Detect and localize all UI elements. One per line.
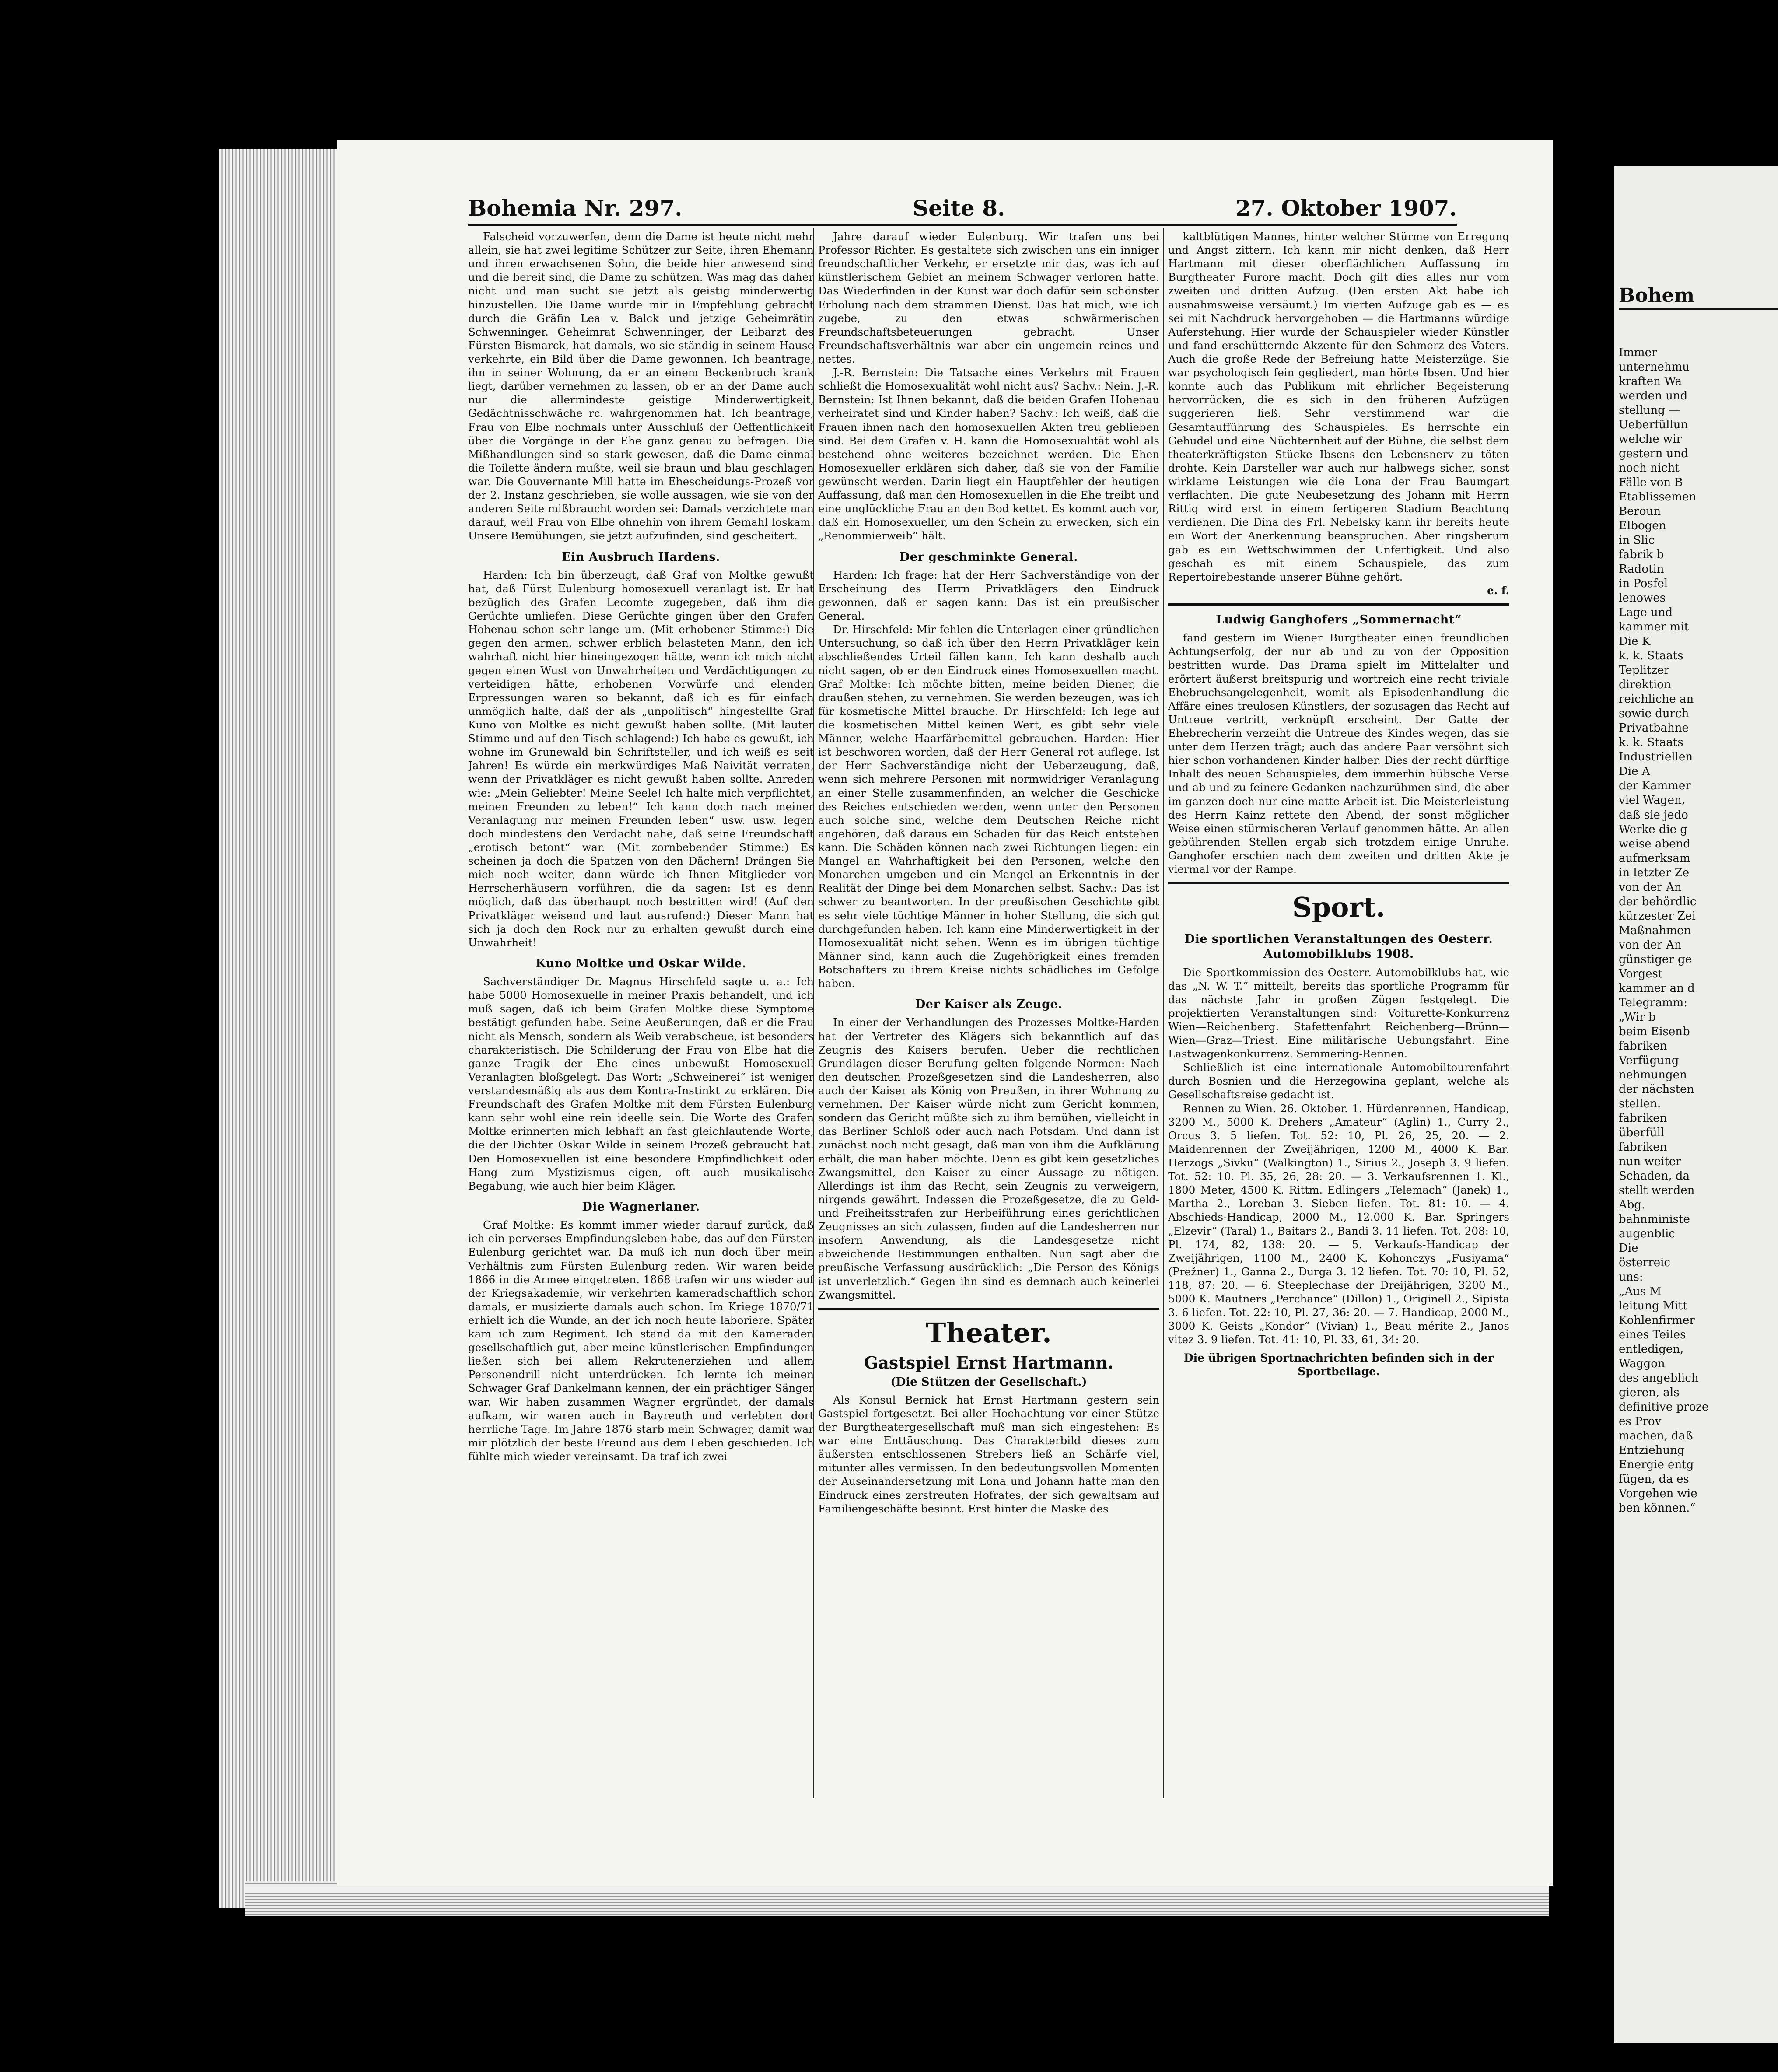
adjacent-line: Vorgest — [1619, 967, 1663, 980]
article-text: Harden: Ich bin überzeugt, daß Graf von Moltke gewußt hat, daß Fürst Eulenburg homosexuell veranlagt ist. Er hat bezüglich des Grafen Lecomte zugegeben, daß ihm die Gerüchte umliefen. Diese Gerüchte gingen über den Grafen Hohenau schon sehr lange um. (Mit erhobener Stimme:) Die gegen den armen, schwer erblich belasteten Mann, den ich wahrhaft nicht hier hineingezogen hätte, wenn ich mich nicht gegen einen Wust von Unwahrheiten und Verdächtigungen zu verteidigen hätte, erhobenen Vorwürfe und elenden Erpressungen waren so bekannt, daß ich es für einfach unmöglich halte, daß der als „unpolitisch“ hingestellte Graf Kuno von Moltke es nicht gewußt haben sollte. (Mit lauter Stimme und auf den Tisch schlagend:) Ich habe es gewußt, ich wohne im Grunewald bin Schriftsteller, und ich weiß es seit Jahren! Es würde ein merkwürdiges Maß Naivität verraten, wenn der Privatkläger es nicht gewußt haben sollte. Anreden wie: „Mein Geliebter! Meine Seele! Ich halte mich verpflichtet, meinen Freunden zu leben!“ Ich kann doch nach meiner Veranlagung nur meinen Freunden leben“ usw. usw. legen doch mindestens den Verdacht nahe, daß seine Freundschaft „erotisch betont“ war. (Mit zornbebender Stimme:) Es scheinen ja doch die Spatzen von den Dächern! Drängen Sie mich noch weiter, dann würde ich Ihnen Mitglieder von Herrscherhäusern vorführen, die da sagen: Ist es denn möglich, daß das überhaupt noch bestritten wird! (Auf den Privatkläger weisend und laut ausrufend:) Dieser Mann hat sich ja doch den Rock nur zu erhalten gewußt durch eine Unwahrheit! — [468, 568, 814, 949]
article-text: fand gestern im Wiener Burgtheater einen freundlichen Achtungserfolg, der nur ab und zu von der Opposition bestritten wurde. Das Drama spielt im Mittelalter und erörtert äußerst breitspurig und wortreich eine recht triviale Ehebruchsangelegenheit, womit als Episodenhandlung die Affäre eines treulosen Künstlers, der sozusagen das Recht auf Untreue vertritt, verknüpft erscheint. Der Gatte der Ehebrecherin verzeiht die Untreue des Kindes wegen, das sie unter dem Herzen trägt; auch das andere Paar versöhnt sich hier schon vorhandenen Kinder halber. Dies der recht dürftige Inhalt des neuen Schauspieles, dem immerhin hübsche Verse und ab und zu feinere Gedanken nachzurühmen sind, die aber im ganzen doch nur eine matte Arbeit ist. Die Meisterleistung des Herrn Kainz rettete den Abend, der sonst möglicher Weise einen stürmischeren Verlauf genommen hätte. An allen gebührenden Stellen ergab sich trotzdem einige Unruhe. Ganghofer erschien nach dem zweiten und dritten Akte je viermal vor der Rampe. — [1168, 631, 1509, 876]
adjacent-line: österreic — [1619, 1256, 1670, 1269]
adjacent-line: uns: — [1619, 1270, 1643, 1284]
adjacent-line: von der An — [1619, 938, 1682, 952]
column-3 — [1168, 230, 1509, 1800]
adjacent-line: der Kammer — [1619, 779, 1691, 793]
column-2 — [818, 230, 1159, 1800]
rubric-sport: Sport. — [1292, 891, 1386, 924]
adjacent-line: weise abend — [1619, 837, 1690, 850]
adjacent-line: stellt werden — [1619, 1183, 1695, 1197]
race-results: Rennen zu Wien. 26. Oktober. 1. Hürdenrennen, Handicap, 3200 M., 5000 K. Drehers „Amateur“ (Aglin) 1., Curry 2., Orcus 3. 5 liefen. Tot. 52: 10, Pl. 26, 25, 20. — 2. Maidenrennen der Zweijährigen, 1200 M., 4000 K. Bar. Herzogs „Sivku“ (Walkington) 1., Sirius 2., Joseph 3. 9 liefen. Tot. 52: 10. Pl. 35, 26, 28: 20. — 3. Verkaufsrennen 1. Kl., 1800 Meter, 4500 K. Rittm. Edlingers „Telemach“ (Janek) 1., Martha 2., Loreban 3. Sieben liefen. Tot. 81: 10. — 4. Abschieds-Handicap, 2000 M., 12.000 K. Bar. Springers „Elzevir“ (Taral) 1., Baitars 2., Bandi 3. 11 liefen. Tot. 208: 10, Pl. 174, 82, 138: 20. — 5. Verkaufs-Handicap der Zweijährigen, 1100 M., 2400 K. Kohonczys „Fusiyama“ (Prežner) 1., Ganna 2., Durga 3. 12 liefen. Tot. 70: 10, Pl. 52, 118, 87: 20. — 6. Steeplechase der Dreijährigen, 3200 M., 5000 K. Mautners „Perchance“ (Dillon) 1., Originell 2., Sipista 3. 6 liefen. Tot. 22: 10, Pl. 27, 36: 20. — 7. Handicap, 2000 M., 3000 K. Geists „Kondor“ (Vivian) 1., Beau mérite 2., Janos vitez 3. 9 liefen. Tot. 41: 10, Pl. 33, 61, 34: 20. — [1168, 1102, 1509, 1346]
adjacent-line: noch nicht — [1619, 462, 1680, 475]
adjacent-line: Abg. — [1619, 1198, 1645, 1211]
adjacent-text — [1619, 346, 1778, 2026]
section-rule — [818, 1308, 1159, 1310]
adjacent-line: günstiger ge — [1619, 952, 1692, 966]
article-subtitle: (Die Stützen der Gesellschaft.) — [890, 1375, 1087, 1389]
adjacent-line: Waggon — [1619, 1357, 1665, 1371]
adjacent-line: nun weiter — [1619, 1155, 1681, 1168]
adjacent-line: kammer mit — [1619, 620, 1689, 634]
adjacent-line: Schaden, da — [1619, 1169, 1690, 1183]
adjacent-line: gestern und — [1619, 447, 1688, 461]
adjacent-line: nehmungen — [1619, 1068, 1687, 1082]
adjacent-line: k. k. Staats — [1619, 649, 1684, 663]
adjacent-line: fabriken — [1619, 1039, 1667, 1053]
section-heading: Die Wagnerianer. — [582, 1200, 700, 1214]
section-rule — [1168, 882, 1509, 884]
adjacent-line: Maßnahmen — [1619, 924, 1691, 937]
adjacent-line: Die K — [1619, 635, 1651, 648]
adjacent-line: überfüll — [1619, 1126, 1665, 1139]
adjacent-line: Werke die g — [1619, 822, 1688, 836]
adjacent-line: werden und — [1619, 389, 1688, 403]
adjacent-line: in Slic — [1619, 534, 1655, 547]
adjacent-line: gieren, als — [1619, 1386, 1680, 1400]
article-text: Harden: Ich frage: hat der Herr Sachverständige von der Erscheinung des Herrn Privatklägers den Eindruck gewonnen, daß er sagen kann: Das ist ein preußischer General. — [818, 568, 1159, 623]
adjacent-line: direktion — [1619, 678, 1671, 692]
article-text: Falscheid vorzuwerfen, denn die Dame ist heute nicht mehr allein, sie hat zwei legitime Schützer zur Seite, ihren Ehemann und ihren erwachsenen Sohn, die beide hier anwesend sind und die bereit sind, die Dame zu schützen. Was mag das daher nicht und man sucht sie jetzt als geistig minderwertig hinzustellen. Die Dame wurde mir in Empfehlung gebracht durch die Gräfin Lea v. Balck und jetzige Geheimrätin Schwenninger. Geheimrat Schwenninger, der Leibarzt des Fürsten Bismarck, hat damals, wo sie ständig in seinem Hause verkehrte, ein Bild über die Dame gewonnen. Ich beantrage, ihn in seiner Wohnung, da er an einem Beckenbruch krank liegt, darüber vernehmen zu lassen, ob er an der Dame auch nur die allermindeste geistige Minderwertigkeit, Gedächtnisschwäche rc. wahrgenommen hat. Ich beantrage, Frau von Elbe nochmals unter Ausschluß der Oeffentlichkeit über die Vorgänge in der Ehe ganz genau zu befragen. Die Mißhandlungen sind so stark gewesen, daß die Dame einmal die Toilette ändern mußte, weil sie braun und blau geschlagen war. Die Gouvernante Mill hatte im Ehescheidungs-Prozeß vor der 2. Instanz geschrieben, sie wolle aussagen, wie sie von der anderen Seite mißbraucht worden sei: Damals verzichtete man darauf, weil Frau von Elbe ohnehin von ihrem Gemahl loskam. Unsere Bemühungen, sie jetzt aufzufinden, sind gescheitert. — [468, 230, 814, 542]
adjacent-line: es Prov — [1619, 1415, 1662, 1428]
adjacent-line: lenowes — [1619, 592, 1666, 605]
article-text: J.-R. Bernstein: Die Tatsache eines Verkehrs mit Frauen schließt die Homosexualität wohl nicht aus? Sachv.: Nein. J.-R. Bernstein: Ist Ihnen bekannt, daß die beiden Grafen Hohenau verheiratet sind und Kinder haben? Sachv.: Ich weiß, daß die Frauen ihnen nach den homosexuellen Akten treu geblieben sind. Bei dem Grafen v. H. kann die Homosexualität wohl als bestehend ohne weiteres bezeichnet werden. Die Ehen Homosexueller erklären sich daher, daß sie von der Familie gewünscht werden. Darin liegt ein Hauptfehler der heutigen Auffassung, daß man den Homosexuellen in die Ehe treibt und eine unglückliche Frau an den Bod kettet. Es kommt auch vor, daß ein Homosexueller, um den Schein zu erwecken, sich ein „Renommierweib“ hält. — [818, 366, 1159, 542]
adjacent-line: Die A — [1619, 765, 1650, 778]
adjacent-line: daß sie jedo — [1619, 808, 1688, 822]
article-text: Jahre darauf wieder Eulenburg. Wir trafen uns bei Professor Richter. Es gestaltete sich zwischen uns ein inniger freundschaftlicher Verkehr, er ersetzte mir das, was ich auf künstlerischem Gebiet an meinem Schwager verloren hatte. Das Wiederfinden in der Kunst war doch dafür sein schönster Erholung nach dem strammen Dienst. Das hat mich, wie ich zugebe, zu den etwas schwärmerischen Freundschaftsbeteuerungen gebracht. Unser Freundschaftsverhältnis war aber ein ungemein reines und nettes. — [818, 230, 1159, 365]
adjacent-line: kürzester Zei — [1619, 909, 1696, 923]
adjacent-line: Beroun — [1619, 505, 1661, 518]
section-rule — [1168, 603, 1509, 606]
adjacent-line: beim Eisenb — [1619, 1025, 1690, 1038]
adjacent-line: ben können.“ — [1619, 1502, 1696, 1515]
adjacent-line: definitive proze — [1619, 1400, 1709, 1414]
section-heading: Ein Ausbruch Hardens. — [562, 550, 720, 564]
adjacent-line: Vorgehen wie — [1619, 1487, 1698, 1501]
page-number: Seite 8. — [912, 195, 1005, 221]
adjacent-line: Industriellen — [1619, 750, 1693, 764]
article-text: Als Konsul Bernick hat Ernst Hartmann gestern sein Gastspiel fortgesetzt. Bei aller Hochachtung vor einer Stütze der Burgtheatergesellschaft muß man sich eingestehen: Es war eine Enttäuschung. Das Charakterbild dieses zum äußersten entschlossenen Strebers ließ an Schärfe viel, mitunter alles vermissen. In den bedeutungsvollen Momenten der Auseinandersetzung mit Lona und Johann hatte man den Eindruck eines zerstreuten Hofrates, der sich gewaltsam auf Familiengeschäfte besinnt. Erst hinter die Maske des — [818, 1393, 1159, 1515]
adjacent-line: Immer — [1619, 346, 1657, 359]
adjacent-line: kraften Wa — [1619, 375, 1682, 388]
adjacent-line: in Posfel — [1619, 577, 1668, 591]
book-bottom-edge — [245, 1881, 1549, 1916]
adjacent-line: eines Teiles — [1619, 1328, 1686, 1342]
adjacent-line: augenblic — [1619, 1227, 1675, 1240]
adjacent-line: Fälle von B — [1619, 476, 1683, 490]
article-text: Dr. Hirschfeld: Mir fehlen die Unterlagen einer gründlichen Untersuchung, so daß ich über den Herrn Privatkläger kein abschließendes Urteil fällen kann. Ich kann deshalb auch nicht sagen, ob er den Eindruck eines Homosexuellen macht. Graf Moltke: Ich möchte bitten, meine beiden Diener, die draußen stehen, zu vernehmen. Sie werden bezeugen, was ich für kosmetische Mittel brauche. Dr. Hirschfeld: Ich lege auf die kosmetischen Mittel keinen Wert, es gibt sehr viele Männer, welche Haarfärbemittel gebrauchen. Harden: Hier ist beschworen worden, daß der Herr General rot auflege. Ist der Herr Sachverständige nicht der Ueberzeugung, daß, wenn sich mehrere Personen mit normwidriger Veranlagung an einer Stelle zusammenfinden, an welcher die Geschicke des Reiches entschieden werden, wenn unter den Personen auch solche sind, welche dem Deutschen Reiche nicht angehören, daß daraus ein Schaden für das Reich entstehen kann. Die Schäden können nach zwei Richtungen liegen: ein Mangel an Wahrhaftigkeit bei den Personen, welche den Monarchen umgeben und ein Mangel an Erkenntnis in der Realität der Dinge bei dem Monarchen selbst. Sachv.: Das ist schwer zu beantworten. In der preußischen Geschichte gibt es sehr viele tüchtige Männer in hoher Stellung, die sich gut durchgefunden haben. Ich kann eine Minderwertigkeit in der Homosexualität nicht sehen. Wenn es im übrigen tüchtige Männer sind, kann auch die Zugehörigkeit eines fremden Botschafters zu ihrem Kreise nichts schädliches im Gefolge haben. — [818, 623, 1159, 990]
article-text: Die Sportkommission des Oesterr. Automobilklubs hat, wie das „N. W. T.“ mitteilt, bereits das sportliche Programm für das nächste Jahr in großen Zügen festgelegt. Die projektierten Veranstaltungen sind: Voiturette-Konkurrenz Wien—Reichenberg. Stafettenfahrt Reichenberg—Brünn—Wien—Graz—Triest. Eine militärische Uebungsfahrt. Eine Lastwagenkonkurrenz. Semmering-Rennen. — [1168, 966, 1509, 1060]
masthead-issue: Bohemia Nr. 297. — [468, 195, 682, 221]
section-heading: Der Kaiser als Zeuge. — [915, 998, 1063, 1012]
adjacent-line: viel Wagen, — [1619, 794, 1685, 807]
adjacent-line: kammer an d — [1619, 981, 1695, 995]
book-page-edges — [219, 149, 346, 1908]
adjacent-line: welche wir — [1619, 433, 1682, 446]
adjacent-line: Privatbahne — [1619, 721, 1689, 735]
adjacent-line: machen, daß — [1619, 1429, 1693, 1443]
column-rule — [1163, 228, 1164, 1798]
sport-note: Die übrigen Sportnachrichten befinden sich in der Sportbeilage. — [1183, 1351, 1494, 1378]
adjacent-line: Energie entg — [1619, 1458, 1694, 1472]
article-text: Sachverständiger Dr. Magnus Hirschfeld sagte u. a.: Ich habe 5000 Homosexuelle in meiner Praxis behandelt, und ich muß sagen, daß ich beim Grafen Moltke diese Symptome bestätigt gefunden habe. Seine Aeußerungen, daß er die Frau nicht als Mensch, sondern als Weib verabscheue, ist besonders charakteristisch. Die Schilderung der Frau von Elbe hat die ganze Tragik der Ehe eines unbewußt Homosexuell Veranlagten bloßgelegt. Das Wort: „Schweinerei“ ist weniger verstandesmäßig als aus dem Kontra-Instinkt zu erklären. Die Freundschaft des Grafen Moltke mit dem Fürsten Eulenburg kann sehr wohl eine rein ideelle sein. Die Worte des Grafen Moltke erinnerten mich lebhaft an fast gleichlautende Worte, die der Dichter Oskar Wilde in seinem Prozeß gebraucht hat. Den Homosexuellen ist eine besondere Empfindlichkeit oder Hang zum Mystizismus eigen, oft auch musikalische Begabung, wie auch hier beim Kläger. — [468, 975, 814, 1192]
article-text: kaltblütigen Mannes, hinter welcher Stürme von Erregung und Angst zittern. Ich kann mir nicht denken, daß Herr Hartmann mit dieser oberflächlichen Auffassung im Burgtheater Furore macht. Doch gilt dies alles nur vom zweiten und dritten Aufzug. (Den ersten Akt habe ich ausnahmsweise versäumt.) Im vierten Aufzuge gab es — es sei mit Nachdruck hervorgehoben — die Hartmanns würdige Auferstehung. Hier wurde der Schauspieler wieder Künstler und fand erschütternde Akzente für den Schmerz des Vaters. Auch die große Rede der Befreiung hatte Meisterzüge. Sie war psychologisch fein gegliedert, man hörte Ibsen. Und hier konnte auch das Publikum mit ehrlicher Begeisterung hervorrücken, die es sich in den früheren Aufzügen suggerieren ließ. Sehr verstimmend war die Gesamtaufführung des Schauspieles. Es herrschte ein Gehudel und eine Nüchternheit auf der Bühne, die selbst dem theaterkräftigsten Stücke Ibsens den Lebensnerv zu töten drohte. Kein Darsteller war auch nur halbwegs sicher, sonst wirklame Leistungen wie die Lona der Frau Baumgart verflachten. Die gute Neubesetzung des Johann mit Herrn Rittig wird erst in einem fertigeren Stadium Beachtung verdienen. Die Dina des Frl. Nebelsky kann ihr bereits heute ein Wort der Anerkennung beanspruchen. Aber ringsherum gab es ein Wettschwimmen der Unfertigkeit. Und also geschah es mit einem Schauspiele, das zum Repertoirebestande unserer Bühne gehört. — [1168, 230, 1509, 583]
adjacent-line: bahnministe — [1619, 1212, 1690, 1226]
article-text: Schließlich ist eine internationale Automobiltourenfahrt durch Bosnien und die Herzegowina geplant, welche als Gesellschaftsreise gedacht ist. — [1168, 1061, 1509, 1101]
issue-date: 27. Oktober 1907. — [1235, 195, 1457, 221]
adjacent-line: fabriken — [1619, 1111, 1667, 1125]
section-heading: Kuno Moltke und Oskar Wilde. — [536, 956, 746, 970]
adjacent-line: fabriken — [1619, 1140, 1667, 1154]
adjacent-line: Entziehung — [1619, 1444, 1685, 1457]
adjacent-line: in letzter Ze — [1619, 866, 1690, 879]
adjacent-line: k. k. Staats — [1619, 736, 1684, 749]
adjacent-line: fabrik b — [1619, 548, 1664, 562]
adjacent-page — [1614, 166, 1778, 2043]
adjacent-line: des angeblich — [1619, 1372, 1699, 1385]
column-1 — [468, 230, 814, 1800]
section-heading: Der geschminkte General. — [899, 550, 1078, 564]
adjacent-line: Radotin — [1619, 563, 1664, 576]
adjacent-line: „Wir b — [1619, 1010, 1656, 1024]
adjacent-line: stellen. — [1619, 1097, 1661, 1110]
section-heading: Die sportlichen Veranstaltungen des Oesterr. Automobilklubs 1908. — [1184, 932, 1493, 961]
adjacent-line: Kohlenfirmer — [1619, 1314, 1695, 1327]
rubric-theater: Theater. — [926, 1316, 1052, 1349]
adjacent-line: fügen, da es — [1619, 1473, 1689, 1486]
adjacent-line: Lage und — [1619, 606, 1673, 620]
adjacent-line: Ueberfüllun — [1619, 418, 1688, 432]
page-header — [468, 190, 1457, 226]
adjacent-line: stellung — — [1619, 404, 1680, 417]
adjacent-line: Elbogen — [1619, 519, 1666, 533]
adjacent-masthead: Bohem — [1619, 284, 1778, 310]
newspaper-page — [337, 140, 1553, 1886]
adjacent-line: „Aus M — [1619, 1285, 1662, 1298]
adjacent-line: reichliche an — [1619, 693, 1694, 706]
article-title: Gastspiel Ernst Hartmann. — [864, 1352, 1114, 1372]
adjacent-line: sowie durch — [1619, 707, 1689, 721]
adjacent-line: Etablissemen — [1619, 490, 1697, 504]
adjacent-line: aufmerksam — [1619, 851, 1690, 865]
adjacent-line: leitung Mitt — [1619, 1299, 1687, 1313]
adjacent-line: der behördlic — [1619, 895, 1697, 908]
adjacent-line: Telegramm: — [1619, 996, 1688, 1009]
section-heading: Ludwig Ganghofers „Sommernacht“ — [1216, 612, 1462, 626]
adjacent-line: der nächsten — [1619, 1082, 1694, 1096]
adjacent-line: von der An — [1619, 880, 1682, 894]
adjacent-line: Die — [1619, 1241, 1638, 1255]
adjacent-line: unternehmu — [1619, 360, 1690, 374]
author-signature: e. f. — [1487, 584, 1509, 597]
adjacent-line: Teplitzer — [1619, 664, 1670, 677]
article-text: In einer der Verhandlungen des Prozesses Moltke-Harden hat der Vertreter des Klägers sich bekanntlich auf das Zeugnis des Kaisers berufen. Ueber die rechtlichen Grundlagen dieser Berufung gelten folgende Normen: Nach den deutschen Prozeßgesetzen sind die Landesherren, also auch der Kaiser als König von Preußen, in ihrer Wohnung zu vernehmen. Der Kaiser würde nicht zum Gericht kommen, sondern das Gericht müßte sich zu ihm bemühen, vielleicht in das Berliner Schloß oder auch nach Potsdam. Und dann ist zunächst noch nicht gesagt, daß man von ihm die Aufklärung erhält, die man haben möchte. Denn es gibt kein gesetzliches Zwangsmittel, den Kaiser zu einer Aussage zu nötigen. Allerdings ist ihm das Recht, sein Zeugnis zu verweigern, nirgends gewährt. Indessen die Prozeßgesetze, die zu Geld- und Freiheitsstrafen zur Herbeiführung eines gerichtlichen Zeugnisses an sich zulassen, finden auf die Landesherren nur insofern Anwendung, als die Landesgesetze nicht abweichende Bestimmungen enthalten. Nun sagt aber die preußische Verfassung ausdrücklich: „Die Person des Königs ist unverletzlich.“ Gegen ihn sind es demnach auch keinerlei Zwangsmittel. — [818, 1016, 1159, 1301]
adjacent-line: Verfügung — [1619, 1054, 1679, 1067]
adjacent-line: entledigen, — [1619, 1343, 1684, 1356]
article-text: Graf Moltke: Es kommt immer wieder darauf zurück, daß ich ein perverses Empfindungsleben habe, das auf den Fürsten Eulenburg gerichtet war. Da muß ich nun doch über mein Verhältnis zum Fürsten Eulenburg reden. Wir waren beide 1866 in die Armee eingetreten. 1868 trafen wir uns wieder auf der Kriegsakademie, wir verkehrten kameradschaftlich schon damals, er musizierte damals auch schon. Im Kriege 1870/71 erhielt ich die Wunde, an der ich noch heute laboriere. Später kam ich zum Regiment. Ich stand da mit den Kameraden gesellschaftlich gut, aber meine künstlerischen Empfindungen ließen sich bei allem Rekrutenerziehen und allem Personendrill nicht unterdrücken. Ich lernte ich meinen Schwager Graf Dankelmann kennen, der ein prächtiger Sänger war. Wir haben zusammen Wagner ergründet, der damals aufkam, wir waren auch in Bayreuth und verlebten dort herrliche Tage. Im Jahre 1876 starb mein Schwager, damit war mir plötzlich der beste Freund aus dem Leben geschieden. Ich fühlte mich wieder vereinsamt. Da traf ich zwei — [468, 1218, 814, 1463]
